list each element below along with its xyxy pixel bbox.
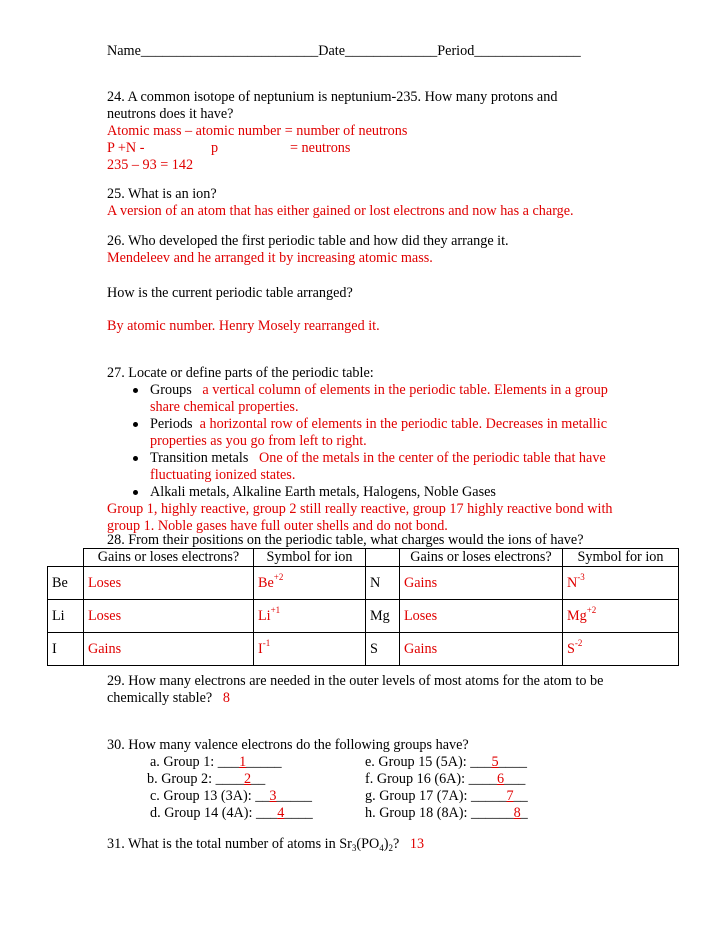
header-gains-1: Gains or loses electrons? [84,549,254,567]
period-label: Period [437,43,475,59]
element-cell: N [366,567,400,600]
q30-item-h: h. Group 18 (8A): ______8_ [365,805,528,821]
q26-text: 26. Who developed the first periodic table and how did they arrange it. [107,233,509,249]
element-cell: Be [48,567,84,600]
alkali-item: Alkali metals, Alkaline Earth metals, Halogens, Noble Gases [150,484,496,500]
q26-answer-2: By atomic number. Henry Mosely rearranged it. [107,318,380,334]
groups-term: Groups [150,382,192,398]
transition-def: One of the metals in the center of the periodic table that have [259,450,606,466]
q24-text-2: neutrons does it have? [107,106,234,122]
bullet-icon [133,422,138,427]
transition-item [150,450,606,467]
q30-item-g: g. Group 17 (7A): _____7__ [365,788,528,804]
q26-text-2: How is the current periodic table arranged? [107,285,353,301]
q24-text-1: 24. A common isotope of neptunium is neptunium-235. How many protons and [107,89,558,105]
ion-symbol-cell: $N^{-3}$ [563,567,679,600]
q29-answer: 8 [222,690,230,706]
element-cell: Li [48,600,84,633]
gain-lose-cell: Loses [400,600,563,633]
gain-lose-cell: Gains [84,633,254,666]
q29-text-1: 29. How many electrons are needed in the outer levels of most atoms for the atom to be [107,673,604,689]
header-symbol-1: Symbol for ion [254,549,366,567]
q24-answer-2a: P +N - [107,140,145,156]
element-cell: Mg [366,600,400,633]
element-cell: I [48,633,84,666]
table-row [48,633,679,666]
ion-table-header [48,549,679,567]
q24-answer-1: Atomic mass – atomic number = number of neutrons [107,123,408,139]
transition-def-2: fluctuating ionized states. [150,467,296,483]
q31-answer: 13 [409,836,425,852]
q29-text-2: chemically stable? 8 [107,690,230,706]
name-label: Name [107,43,141,59]
header-symbol-2: Symbol for ion [563,549,679,567]
q28-text: 28. From their positions on the periodic table, what charges would the ions of have? [107,532,584,548]
q30-item-b: b. Group 2: ____2__ [147,771,266,787]
ion-table [47,548,679,666]
ion-symbol-cell: $Be^{+2}$ [254,567,366,600]
gain-lose-cell: Loses [84,600,254,633]
q25-answer: A version of an atom that has either gained or lost electrons and now has a charge. [107,203,574,219]
periods-def: a horizontal row of elements in the periodic table. Decreases in metallic [199,416,607,432]
groups-def-2: share chemical properties. [150,399,299,415]
q30-item-d: d. Group 14 (4A): ___4____ [150,805,313,821]
table-row [48,567,679,600]
gain-lose-cell: Gains [400,633,563,666]
gain-lose-cell: Loses [84,567,254,600]
q30-text: 30. How many valence electrons do the following groups have? [107,737,469,753]
ion-symbol-cell: $Li^{+1}$ [254,600,366,633]
q30-item-f: f. Group 16 (6A): ____6___ [365,771,526,787]
alkali-answer-1: Group 1, highly reactive, group 2 still really reactive, group 17 highly reactive bond with [107,501,613,517]
q26-answer: Mendeleev and he arranged it by increasing atomic mass. [107,250,433,266]
alkali-answer-2: group 1. Noble gases have full outer shells and do not bond. [107,518,448,534]
periods-item [150,416,607,433]
header-gains-2: Gains or loses electrons? [400,549,563,567]
q24-answer-2b: p [211,140,219,156]
table-row [48,600,679,633]
ion-symbol-cell: $Mg^{+2}$ [563,600,679,633]
header-fields: Name_________________________Date_____________Period_______________ [107,43,581,59]
bullet-icon [133,490,138,495]
periods-def-2: properties as you go from left to right. [150,433,367,449]
element-cell: S [366,633,400,666]
groups-item [150,382,608,399]
gain-lose-cell: Gains [400,567,563,600]
bullet-icon [133,388,138,393]
q30-item-c: c. Group 13 (3A): __3_____ [150,788,312,804]
q31-text: 31. What is the total number of atoms in $Sr_3(PO_4)_2$? 13 [107,836,425,853]
bullet-icon [133,456,138,461]
ion-symbol-cell: $S^{-2}$ [563,633,679,666]
ion-symbol-cell: $I^{-1}$ [254,633,366,666]
periods-term: Periods [150,416,193,432]
transition-term: Transition metals [150,450,249,466]
q27-text: 27. Locate or define parts of the periodic table: [107,365,374,381]
q30-item-e: e. Group 15 (5A): ___5____ [365,754,527,770]
q30-item-a: a. Group 1: ___1_____ [150,754,282,770]
q24-answer-2c: = neutrons [290,140,351,156]
q24-answer-3: 235 – 93 = 142 [107,157,194,173]
q25-text: 25. What is an ion? [107,186,217,202]
groups-def: a vertical column of elements in the periodic table. Elements in a group [202,382,608,398]
date-label: Date [318,43,346,59]
